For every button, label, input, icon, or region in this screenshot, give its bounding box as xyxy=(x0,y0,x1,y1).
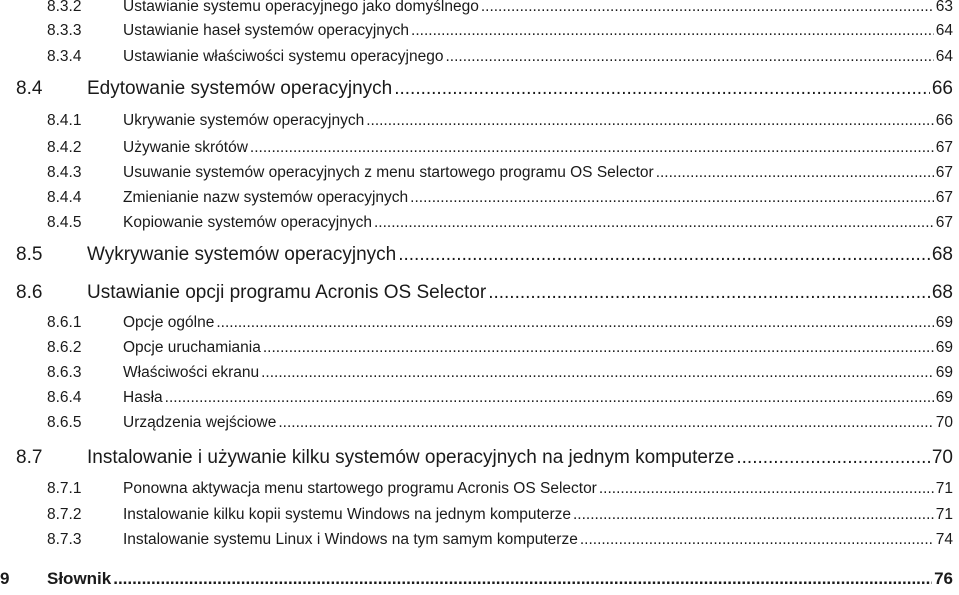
toc-entry-number: 8.7.3 xyxy=(47,531,82,548)
toc-entry-page: 68 xyxy=(931,244,953,265)
toc-entry-title: Urządzenia wejściowe xyxy=(123,414,277,431)
toc-entry-number: 8.3.2 xyxy=(47,0,82,15)
toc-entry-title: Hasła xyxy=(123,389,163,406)
toc-entry[interactable] xyxy=(47,139,953,165)
toc-entry[interactable] xyxy=(47,389,953,415)
dot-leader xyxy=(394,78,930,100)
toc-entry-number: 8.6.2 xyxy=(47,339,82,356)
toc-entry-title: Edytowanie systemów operacyjnych xyxy=(87,78,393,99)
dot-leader xyxy=(113,569,932,589)
toc-entry-page: 71 xyxy=(935,480,953,497)
toc-entry-number: 8.4.1 xyxy=(47,112,82,129)
toc-entry[interactable] xyxy=(16,78,953,104)
toc-entry[interactable] xyxy=(47,339,953,365)
toc-entry[interactable] xyxy=(47,22,953,48)
dot-leader xyxy=(580,531,934,549)
toc-entry-title: Usuwanie systemów operacyjnych z menu startowego programu OS Selector xyxy=(123,164,654,181)
dot-leader xyxy=(263,339,934,357)
dot-leader xyxy=(398,244,930,266)
toc-entry-page: 67 xyxy=(935,214,953,231)
toc-entry[interactable] xyxy=(47,314,953,340)
toc-entry-number: 8.6 xyxy=(16,282,43,303)
dot-leader xyxy=(261,364,934,382)
toc-entry[interactable] xyxy=(47,214,953,240)
toc-entry-title: Instalowanie systemu Linux i Windows na tym samym komputerze xyxy=(123,531,578,548)
toc-entry-title: Ustawianie opcji programu Acronis OS Selector xyxy=(87,282,487,303)
toc-entry-number: 8.4.3 xyxy=(47,164,82,181)
toc-entry-title: Właściwości ekranu xyxy=(123,364,260,381)
toc-entry-number: 8.6.1 xyxy=(47,314,82,331)
dot-leader xyxy=(250,139,934,157)
toc-entry-page: 67 xyxy=(935,189,953,206)
toc-entry-title: Wykrywanie systemów operacyjnych xyxy=(87,244,397,265)
toc-entry-title: Ustawianie systemu operacyjnego jako domyślnego xyxy=(123,0,479,15)
dot-leader xyxy=(481,0,934,16)
toc-entry-number: 8.4.2 xyxy=(47,139,82,156)
toc-entry-page: 64 xyxy=(935,22,953,39)
toc-entry-page: 67 xyxy=(935,164,953,181)
toc-entry-number: 8.6.4 xyxy=(47,389,82,406)
toc-entry-number: 8.7.2 xyxy=(47,506,82,523)
toc-entry-title: Ponowna aktywacja menu startowego programu Acronis OS Selector xyxy=(123,480,597,497)
toc-entry-page: 68 xyxy=(931,282,953,303)
dot-leader xyxy=(165,389,934,407)
toc-entry[interactable] xyxy=(47,531,953,557)
toc-entry-page: 70 xyxy=(931,447,953,468)
dot-leader xyxy=(374,214,934,232)
toc-entry[interactable] xyxy=(16,447,953,473)
toc-entry-page: 69 xyxy=(935,314,953,331)
toc-entry-number: 8.7 xyxy=(16,447,43,468)
toc-entry-number: 8.5 xyxy=(16,244,43,265)
toc-entry-page: 66 xyxy=(935,112,953,129)
toc-entry-page: 63 xyxy=(935,0,953,15)
dot-leader xyxy=(366,112,934,130)
toc-entry-page: 69 xyxy=(935,339,953,356)
toc-entry[interactable] xyxy=(47,164,953,190)
dot-leader xyxy=(573,506,934,524)
toc-entry[interactable] xyxy=(47,48,953,74)
toc-entry-page: 76 xyxy=(934,569,953,588)
toc-entry-title: Ustawianie haseł systemów operacyjnych xyxy=(123,22,410,39)
dot-leader xyxy=(599,480,934,498)
toc-entry-number: 8.4.5 xyxy=(47,214,82,231)
dot-leader xyxy=(278,414,933,432)
toc-entry-page: 74 xyxy=(935,531,953,548)
dot-leader xyxy=(216,314,933,332)
toc-entry-title: Instalowanie i używanie kilku systemów operacyjnych na jednym komputerze xyxy=(87,447,735,468)
toc-entry-number: 9 xyxy=(0,569,10,588)
toc-entry-number: 8.4.4 xyxy=(47,189,82,206)
toc-entry-title: Opcje ogólne xyxy=(123,314,215,331)
toc-entry-page: 64 xyxy=(935,48,953,65)
toc-entry[interactable] xyxy=(16,282,953,308)
toc-entry-number: 8.3.3 xyxy=(47,22,82,39)
toc-entry[interactable] xyxy=(47,506,953,532)
toc-entry-number: 8.6.5 xyxy=(47,414,82,431)
toc-entry[interactable] xyxy=(0,569,953,595)
toc-entry-title: Używanie skrótów xyxy=(123,139,248,156)
dot-leader xyxy=(411,22,934,40)
toc-entry-number: 8.7.1 xyxy=(47,480,82,497)
toc-entry-title: Opcje uruchamiania xyxy=(123,339,261,356)
toc-entry-title: Kopiowanie systemów operacyjnych xyxy=(123,214,372,231)
toc-entry-number: 8.6.3 xyxy=(47,364,82,381)
toc-entry-page: 67 xyxy=(935,139,953,156)
toc-entry-number: 8.4 xyxy=(16,78,43,99)
dot-leader xyxy=(488,282,930,304)
toc-entry-page: 69 xyxy=(935,389,953,406)
toc-entry[interactable] xyxy=(47,414,953,440)
toc-entry-title: Zmienianie nazw systemów operacyjnych xyxy=(123,189,409,206)
dot-leader xyxy=(445,48,933,66)
toc-entry[interactable] xyxy=(47,0,953,24)
toc-entry-title: Ukrywanie systemów operacyjnych xyxy=(123,112,365,129)
toc-entry[interactable] xyxy=(47,364,953,390)
toc-entry-page: 70 xyxy=(935,414,953,431)
dot-leader xyxy=(736,447,930,469)
toc-entry[interactable] xyxy=(47,189,953,215)
toc-entry[interactable] xyxy=(47,480,953,506)
dot-leader xyxy=(656,164,934,182)
toc-entry-title: Słownik xyxy=(47,569,112,588)
toc-entry-page: 71 xyxy=(935,506,953,523)
dot-leader xyxy=(410,189,934,207)
toc-entry-number: 8.3.4 xyxy=(47,48,82,65)
toc-entry[interactable] xyxy=(47,112,953,138)
toc-entry-page: 66 xyxy=(931,78,953,99)
toc-entry-page: 69 xyxy=(935,364,953,381)
toc-entry-title: Instalowanie kilku kopii systemu Windows na jednym komputerze xyxy=(123,506,571,523)
toc-entry[interactable] xyxy=(16,244,953,270)
toc-entry-title: Ustawianie właściwości systemu operacyjnego xyxy=(123,48,444,65)
